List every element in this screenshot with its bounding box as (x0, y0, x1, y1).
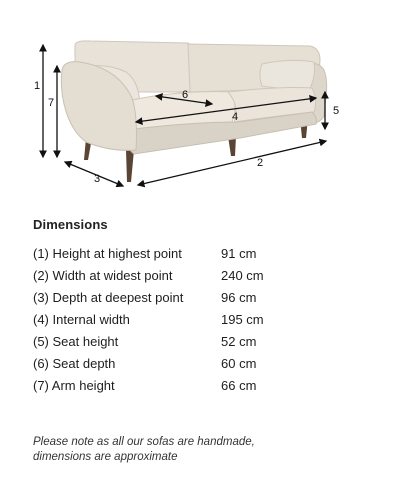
spec-label: (1) Height at highest point (33, 246, 182, 261)
spec-row-depth (33, 290, 353, 310)
marker-2-label: 2 (257, 157, 264, 169)
dimensions-section (0, 200, 400, 480)
sofa-dimension-diagram (0, 0, 400, 200)
spec-label: (4) Internal width (33, 312, 130, 327)
marker-5-label: 5 (333, 105, 340, 117)
spec-row-height (33, 246, 353, 266)
note-line-2: dimensions are approximate (33, 451, 178, 463)
spec-row-seat-depth (33, 356, 353, 376)
spec-value: 96 cm (221, 290, 257, 305)
note-line-1: Please note as all our sofas are handmade, (33, 436, 255, 448)
spec-label: (6) Seat depth (33, 356, 116, 371)
dimensions-heading: Dimensions (33, 217, 108, 232)
spec-label: (2) Width at widest point (33, 268, 173, 283)
marker-1-label: 1 (34, 80, 41, 92)
spec-value: 60 cm (221, 356, 257, 371)
spec-row-internal-width (33, 312, 353, 332)
marker-6-label: 6 (182, 89, 189, 101)
spec-row-arm-height (33, 378, 353, 398)
marker-7-label: 7 (48, 97, 55, 109)
spec-row-seat-height (33, 334, 353, 354)
spec-value: 195 cm (221, 312, 264, 327)
spec-value: 91 cm (221, 246, 257, 261)
marker-3-label: 3 (94, 173, 101, 185)
sofa-illustration (0, 0, 400, 200)
spec-label: (7) Arm height (33, 378, 115, 393)
spec-row-width (33, 268, 353, 288)
spec-label: (3) Depth at deepest point (33, 290, 184, 305)
spec-value: 52 cm (221, 334, 257, 349)
marker-4-label: 4 (232, 111, 239, 123)
handmade-note (33, 435, 373, 465)
spec-value: 240 cm (221, 268, 264, 283)
spec-value: 66 cm (221, 378, 257, 393)
right-throw-pillow (260, 60, 315, 88)
spec-label: (5) Seat height (33, 334, 119, 349)
